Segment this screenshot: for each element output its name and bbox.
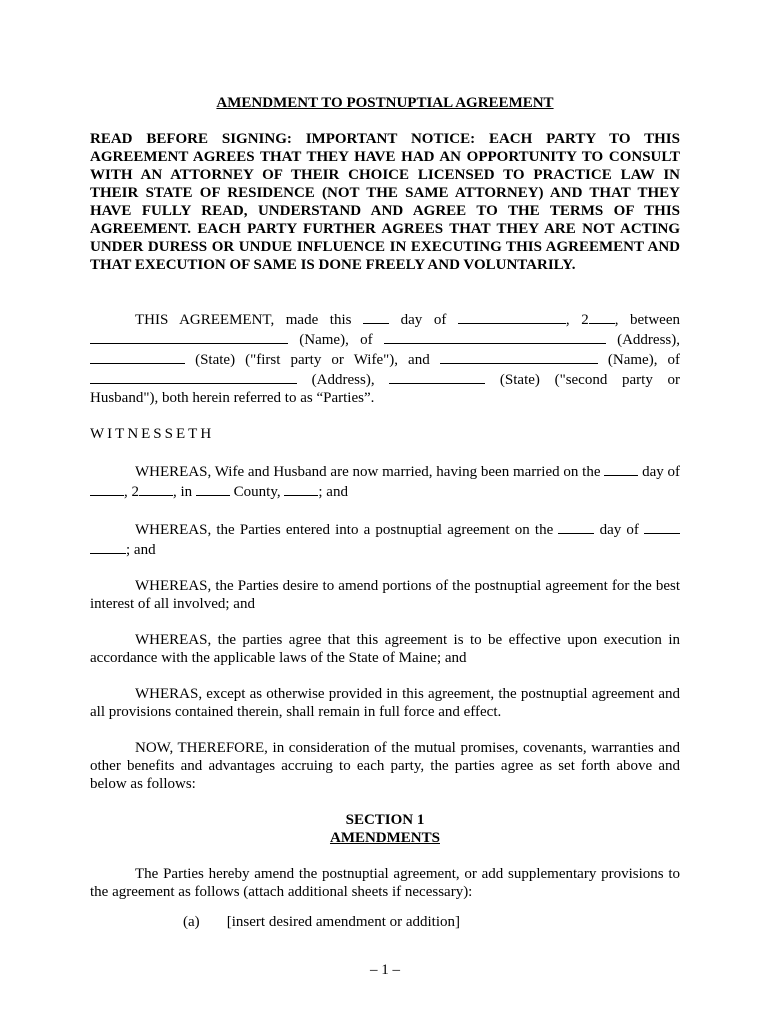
document-page bbox=[90, 94, 680, 931]
item-label: (a) bbox=[183, 914, 200, 930]
page-number: – 1 – bbox=[370, 962, 400, 978]
blank-first-party-address[interactable] bbox=[384, 329, 606, 344]
intro-paragraph: THIS AGREEMENT, made this day of , 2 , between (Name), of (Address), (State) ("first party or Wife"), and (Name), of (Address), (State) ("second party or Husband"), both herein referred to as “Parties”. bbox=[90, 309, 680, 407]
blank-marriage-state[interactable] bbox=[284, 481, 318, 496]
section-1-heading bbox=[90, 811, 680, 847]
document-title: AMENDMENT TO POSTNUPTIAL AGREEMENT bbox=[216, 95, 554, 111]
blank-first-party-state[interactable] bbox=[90, 349, 185, 364]
blank-agreement-day[interactable] bbox=[558, 519, 594, 534]
blank-marriage-day[interactable] bbox=[604, 461, 638, 476]
blank-month[interactable] bbox=[458, 309, 566, 324]
blank-agreement-year[interactable] bbox=[90, 539, 126, 554]
blank-first-party-name[interactable] bbox=[90, 329, 288, 344]
section-number: SECTION 1 bbox=[345, 812, 425, 828]
blank-marriage-county[interactable] bbox=[196, 481, 230, 496]
blank-agreement-month[interactable] bbox=[644, 519, 680, 534]
section-title: AMENDMENTS bbox=[329, 830, 440, 846]
blank-second-party-state[interactable] bbox=[389, 369, 485, 384]
whereas-paragraph-2: WHEREAS, the Parties entered into a postnuptial agreement on the day of ; and bbox=[90, 519, 680, 559]
witnesseth-heading: WITNESSETH bbox=[90, 426, 215, 442]
blank-year[interactable] bbox=[589, 309, 615, 324]
item-text: [insert desired amendment or addition] bbox=[226, 914, 461, 930]
whereas-paragraph-3: WHEREAS, the Parties desire to amend portions of the postnuptial agreement for the best interest of all involved; and bbox=[90, 578, 680, 612]
blank-marriage-month[interactable] bbox=[90, 481, 124, 496]
amendment-item-a bbox=[183, 913, 680, 931]
section-1-text: The Parties hereby amend the postnuptial agreement, or add supplementary provisions to the agreement as follows (attach additional sheets if necessary): bbox=[90, 866, 680, 900]
important-notice: READ BEFORE SIGNING: IMPORTANT NOTICE: EACH PARTY TO THIS AGREEMENT AGREES THAT THEY HAVE HAD AN OPPORTUNITY TO CONSULT WITH AN ATTORNEY OF THEIR CHOICE LICENSED TO PRACTICE LAW IN THEIR STATE OF RESIDENCE (NOT THE SAME ATTORNEY) AND THAT THEY HAVE FULLY READ, UNDERSTAND AND AGREE TO THE TERMS OF THIS AGREEMENT. EACH PARTY FURTHER AGREES THAT THEY ARE NOT ACTING UNDER DURESS OR UNDUE INFLUENCE IN EXECUTING THIS AGREEMENT AND THAT EXECUTION OF SAME IS DONE FREELY AND VOLUNTARILY. bbox=[90, 131, 680, 273]
blank-second-party-name[interactable] bbox=[440, 349, 598, 364]
whereas-paragraph-4: WHEREAS, the parties agree that this agreement is to be effective upon execution in accordance with the applicable laws of the State of Maine; and bbox=[90, 632, 680, 666]
blank-second-party-address[interactable] bbox=[90, 369, 297, 384]
now-therefore-paragraph: NOW, THEREFORE, in consideration of the mutual promises, covenants, warranties and other benefits and advantages accruing to each party, the parties agree as set forth above and below as follows: bbox=[90, 740, 680, 792]
blank-marriage-year[interactable] bbox=[139, 481, 173, 496]
whereas-paragraph-5: WHERAS, except as otherwise provided in this agreement, the postnuptial agreement and all provisions contained therein, shall remain in full force and effect. bbox=[90, 686, 680, 720]
whereas-paragraph-1: WHEREAS, Wife and Husband are now married, having been married on the day of , 2 , in County, ; and bbox=[90, 461, 680, 501]
blank-day[interactable] bbox=[363, 309, 389, 324]
